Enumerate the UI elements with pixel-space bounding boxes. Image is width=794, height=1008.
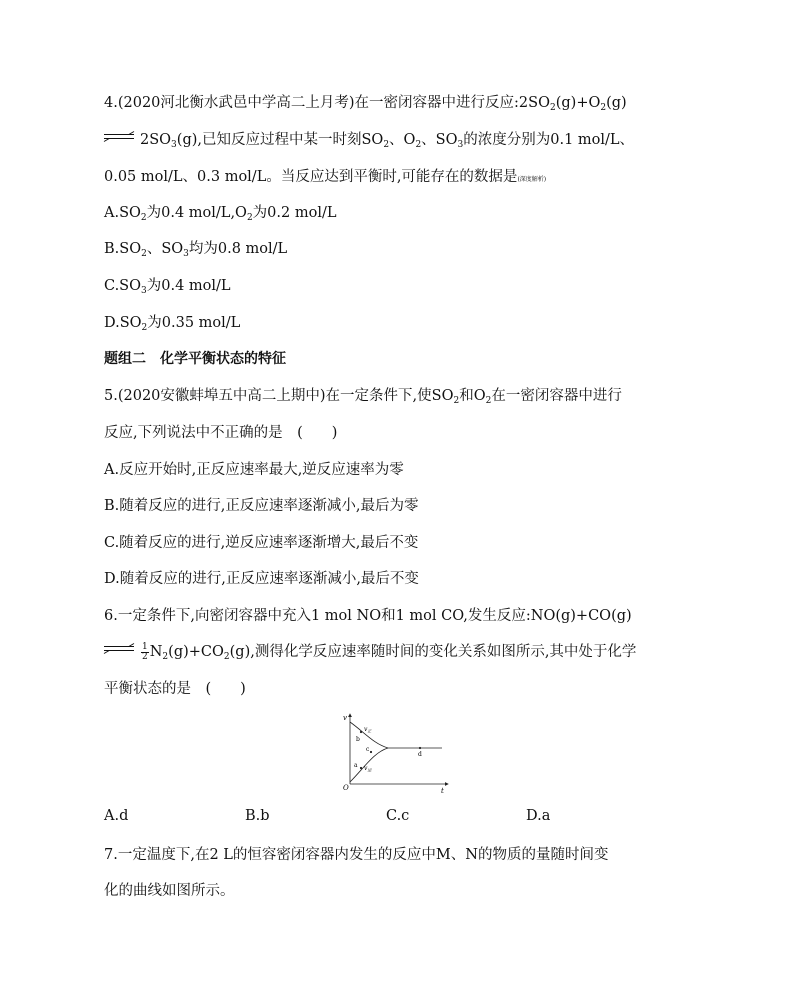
x-axis-label: t	[441, 787, 444, 795]
rate-time-figure	[338, 708, 458, 798]
point-d-label: d	[418, 751, 422, 758]
q4-text: 4.(2020河北衡水武邑中学高二上月考)在一密闭容器中进行反应:2SO	[104, 95, 550, 111]
point-b-label: b	[356, 736, 360, 743]
equilibrium-arrow-icon	[104, 132, 134, 142]
group-heading: 题组二 化学平衡状态的特征	[104, 351, 286, 367]
q6-option-a: A.d	[104, 808, 129, 824]
q5-option-a: A.反应开始时,正反应速率最大,逆反应速率为零	[104, 462, 404, 478]
q7-line-2: 化的曲线如图所示。	[104, 883, 235, 899]
q5-option-b: B.随着反应的进行,正反应速率逐渐减小,最后为零	[104, 498, 419, 514]
y-axis-label: v	[343, 714, 347, 722]
q6-line-2: $\frac{1}{2}$ $N_2(g)+CO_2(g)$,测得化学反应速率随时间的变化关系如图所示,其中处于化学	[104, 642, 636, 662]
q5-option-c: C.随着反应的进行,逆反应速率逐渐增大,最后不变	[104, 535, 419, 551]
reverse-rate-label: $v_逆$	[364, 765, 372, 773]
q4-option-c: $C.SO_3$为0.4 mol/L	[104, 278, 231, 296]
q4-option-b: $B.SO_2$、$SO_3$均为0.8 mol/L	[104, 241, 288, 259]
q6-line-3: 平衡状态的是 ( )	[104, 681, 246, 697]
point-c-label: c	[366, 746, 370, 753]
point-d	[419, 747, 421, 749]
q4-line-2: $2SO_3(g)$,已知反应过程中某一时刻$SO_2$、$O_2$、$SO_3$的浓度分别为0.1 mol/L、	[104, 130, 634, 150]
q5-line-1: 5.(2020安徽蚌埠五中高二上期中)在一定条件下,使$SO_2$和$O_2$在一密闭容器中进行	[104, 388, 622, 406]
q4-tag: (深度解析)	[517, 176, 547, 183]
q7-line-1: 7.一定温度下,在2 L的恒容密闭容器内发生的反应中M、N的物质的量随时间变	[104, 847, 609, 863]
origin-label: O	[343, 784, 349, 792]
q4-line-1: 4.(2020河北衡水武邑中学高二上月考)在一密闭容器中进行反应$:2SO_2(g)+O_2(g)$	[104, 95, 627, 113]
q5-line-2: 反应,下列说法中不正确的是 ( )	[104, 425, 338, 441]
q6-line-1: 6.一定条件下,向密闭容器中充入1 mol NO和1 mol CO,发生反应:NO(g)+CO(g)	[104, 608, 632, 624]
point-a-label: a	[354, 762, 358, 769]
point-c	[370, 751, 372, 753]
q4-option-a: $A.SO_2$为0.4 mol/$L,O_2$为0.2 mol/L	[104, 205, 337, 223]
equilibrium-arrow-icon	[104, 644, 134, 654]
q6-option-d: D.a	[526, 808, 551, 824]
q4-option-d: $D.SO_2$为0.35 mol/L	[104, 315, 241, 333]
q6-option-c: C.c	[386, 808, 410, 824]
q4-line-3: 0.05 mol/L、0.3 mol/L。当反应达到平衡时,可能存在的数据是(深度解析)	[104, 169, 547, 185]
q6-option-b: B.b	[245, 808, 270, 824]
point-b	[360, 731, 362, 733]
point-a	[360, 767, 362, 769]
q5-option-d: D.随着反应的进行,正反应速率逐渐减小,最后不变	[104, 571, 419, 587]
half-fraction: $\frac{1}{2}$	[142, 641, 148, 662]
forward-rate-label: $v_正$	[364, 726, 372, 734]
